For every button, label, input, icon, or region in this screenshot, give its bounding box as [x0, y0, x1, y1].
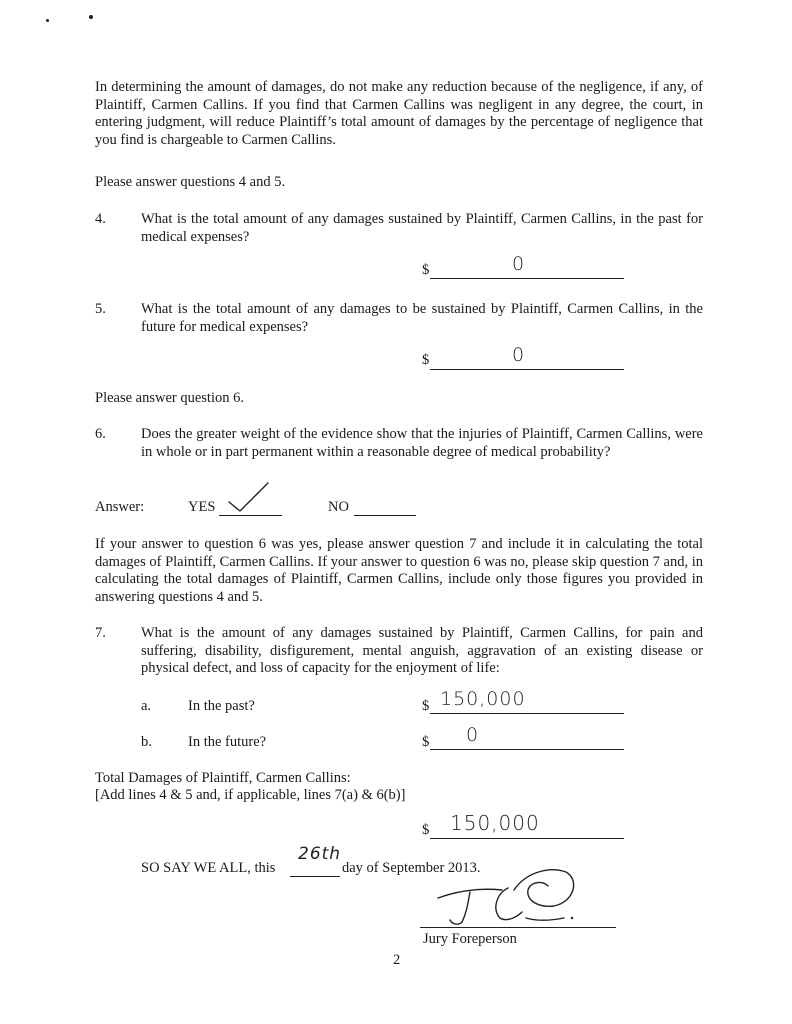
total-answer-line: [430, 837, 624, 839]
q6-answer-label: Answer:: [95, 499, 145, 515]
instruction-q6: Please answer question 6.: [95, 390, 244, 406]
total-label-line2: [Add lines 4 & 5 and, if applicable, lines 7(a) & 6(b)]: [95, 787, 406, 803]
page-number: 2: [393, 952, 401, 968]
q7-number: 7.: [95, 625, 106, 641]
q7a-answer-line: [430, 712, 624, 714]
signature-label: Jury Foreperson: [423, 931, 517, 947]
q7-text: What is the amount of any damages sustained by Plaintiff, Carmen Callins, for pain and suffering, disability, disfigurement, mental anguish, aggravation of an existing disease or physical defect, and loss of capacity for the enjoyment of life:: [141, 625, 703, 676]
q7b-dollar-sign: $: [422, 734, 430, 750]
q4-answer[interactable]: 0: [512, 253, 526, 275]
q6-no-line[interactable]: [354, 514, 416, 516]
q7a-letter: a.: [141, 698, 152, 714]
intro-paragraph: In determining the amount of damages, do not make any reduction because of the negligence, if any, of Plaintiff, Carmen Callins. If you find that Carmen Callins was negligent in any degree, the court, in entering judgment, will reduce Plaintiff’s total amount of damages by the percentage of negligence that you find is chargeable to Carmen Callins.: [95, 79, 703, 148]
signoff-day[interactable]: 26th: [298, 844, 342, 864]
q6-yes-label: YES: [188, 499, 216, 515]
q6-text: Does the greater weight of the evidence show that the injuries of Plaintiff, Carmen Callins, were in whole or in part permanent within a reasonable degree of medical probability?: [141, 426, 703, 460]
q4-answer-line: [430, 277, 624, 279]
total-label-line1: Total Damages of Plaintiff, Carmen Callins:: [95, 770, 351, 786]
total-answer[interactable]: 150,000: [450, 811, 540, 835]
q7a-answer[interactable]: 150,000: [440, 688, 526, 710]
q7b-answer-line: [430, 748, 624, 750]
signature-line: [420, 926, 616, 928]
q7b-label: In the future?: [188, 734, 267, 750]
q7a-dollar-sign: $: [422, 698, 430, 714]
foreperson-signature-icon: [430, 860, 590, 930]
scan-speck: [46, 19, 49, 22]
signoff-day-line: [290, 875, 340, 877]
q5-text: What is the total amount of any damages to be sustained by Plaintiff, Carmen Callins, in the future for medical expenses?: [141, 301, 703, 335]
signoff-suffix: day of September 2013.: [342, 860, 481, 876]
q7a-label: In the past?: [188, 698, 255, 714]
q4-number: 4.: [95, 211, 106, 227]
instruction-q4-q5: Please answer questions 4 and 5.: [95, 174, 286, 190]
q6-number: 6.: [95, 426, 106, 442]
yes-checkmark-icon: [226, 480, 272, 516]
q7b-letter: b.: [141, 734, 152, 750]
q5-answer[interactable]: 0: [512, 344, 526, 366]
q6-no-label: NO: [328, 499, 349, 515]
scan-speck: [89, 15, 93, 19]
q5-answer-line: [430, 368, 624, 370]
q7b-answer[interactable]: 0: [466, 724, 480, 746]
q5-dollar-sign: $: [422, 352, 430, 368]
total-dollar-sign: $: [422, 822, 430, 838]
q4-text: What is the total amount of any damages sustained by Plaintiff, Carmen Callins, in the past for medical expenses?: [141, 211, 703, 245]
q4-dollar-sign: $: [422, 262, 430, 278]
q5-number: 5.: [95, 301, 106, 317]
instruction-q7: If your answer to question 6 was yes, please answer question 7 and include it in calculating the total damages of Plaintiff, Carmen Callins. If your answer to question 6 was no, please skip question 7 and, in calculating the total damages of Plaintiff, Carmen Callins, include only those figures you provided in answering questions 4 and 5.: [95, 536, 703, 605]
signoff-prefix: SO SAY WE ALL, this: [141, 860, 276, 876]
